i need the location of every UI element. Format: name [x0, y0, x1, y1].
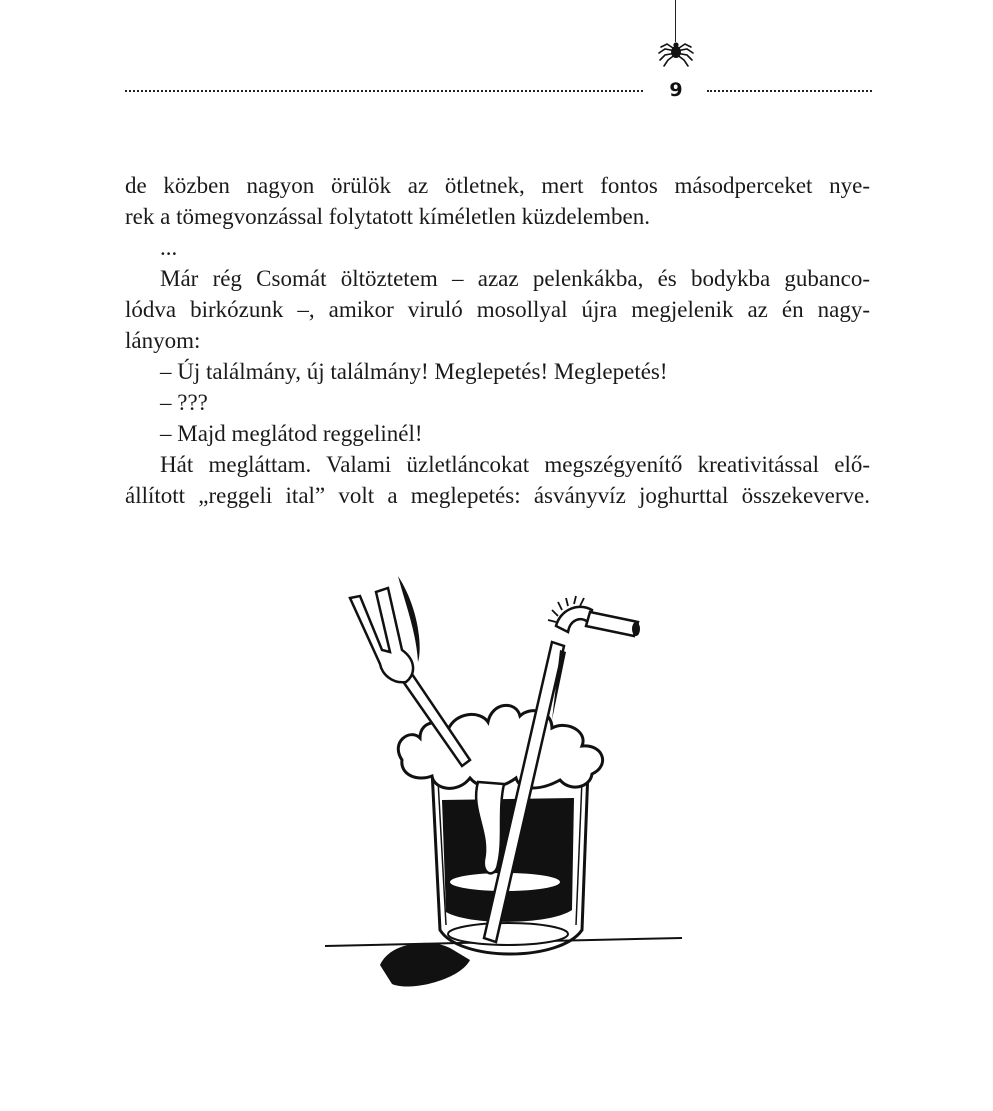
paragraph-line: lányom:: [125, 328, 201, 353]
ellipsis-line: ...: [160, 235, 178, 260]
paragraph-line: Már rég Csomát öltöztetem – azaz pelenkákba, és bodykba gubanco-: [160, 266, 870, 291]
dialogue-line: – Új találmány, új találmány! Meglepetés! Meglepetés!: [160, 359, 668, 384]
page-header: [0, 0, 993, 120]
spider-thread: [675, 0, 676, 42]
header-rule-right: [707, 90, 872, 92]
body-text: [125, 170, 870, 511]
header-rule-left: [125, 90, 643, 92]
paragraph-line: rek a tömegvonzással folytatott kíméletlen küzdelemben.: [125, 204, 650, 229]
dialogue-line: – ???: [160, 390, 208, 415]
dialogue-line: – Majd meglátod reggelinél!: [160, 421, 423, 446]
paragraph-line: de közben nagyon örülök az ötletnek, mert fontos másodperceket nye-: [125, 173, 870, 198]
spider-icon: [657, 38, 695, 68]
glass-with-fork-and-straw-illustration: [320, 570, 690, 1000]
paragraph-line: lódva birkózunk –, amikor viruló mosollyal újra megjelenik az én nagy-: [125, 297, 870, 322]
page-number: 9: [669, 79, 683, 101]
paragraph-line: Hát megláttam. Valami üzletláncokat megszégyenítő kreativitással elő-: [160, 452, 870, 477]
paragraph-line: állított „reggeli ital” volt a meglepetés: ásványvíz joghurttal összekeverve.: [125, 483, 870, 508]
